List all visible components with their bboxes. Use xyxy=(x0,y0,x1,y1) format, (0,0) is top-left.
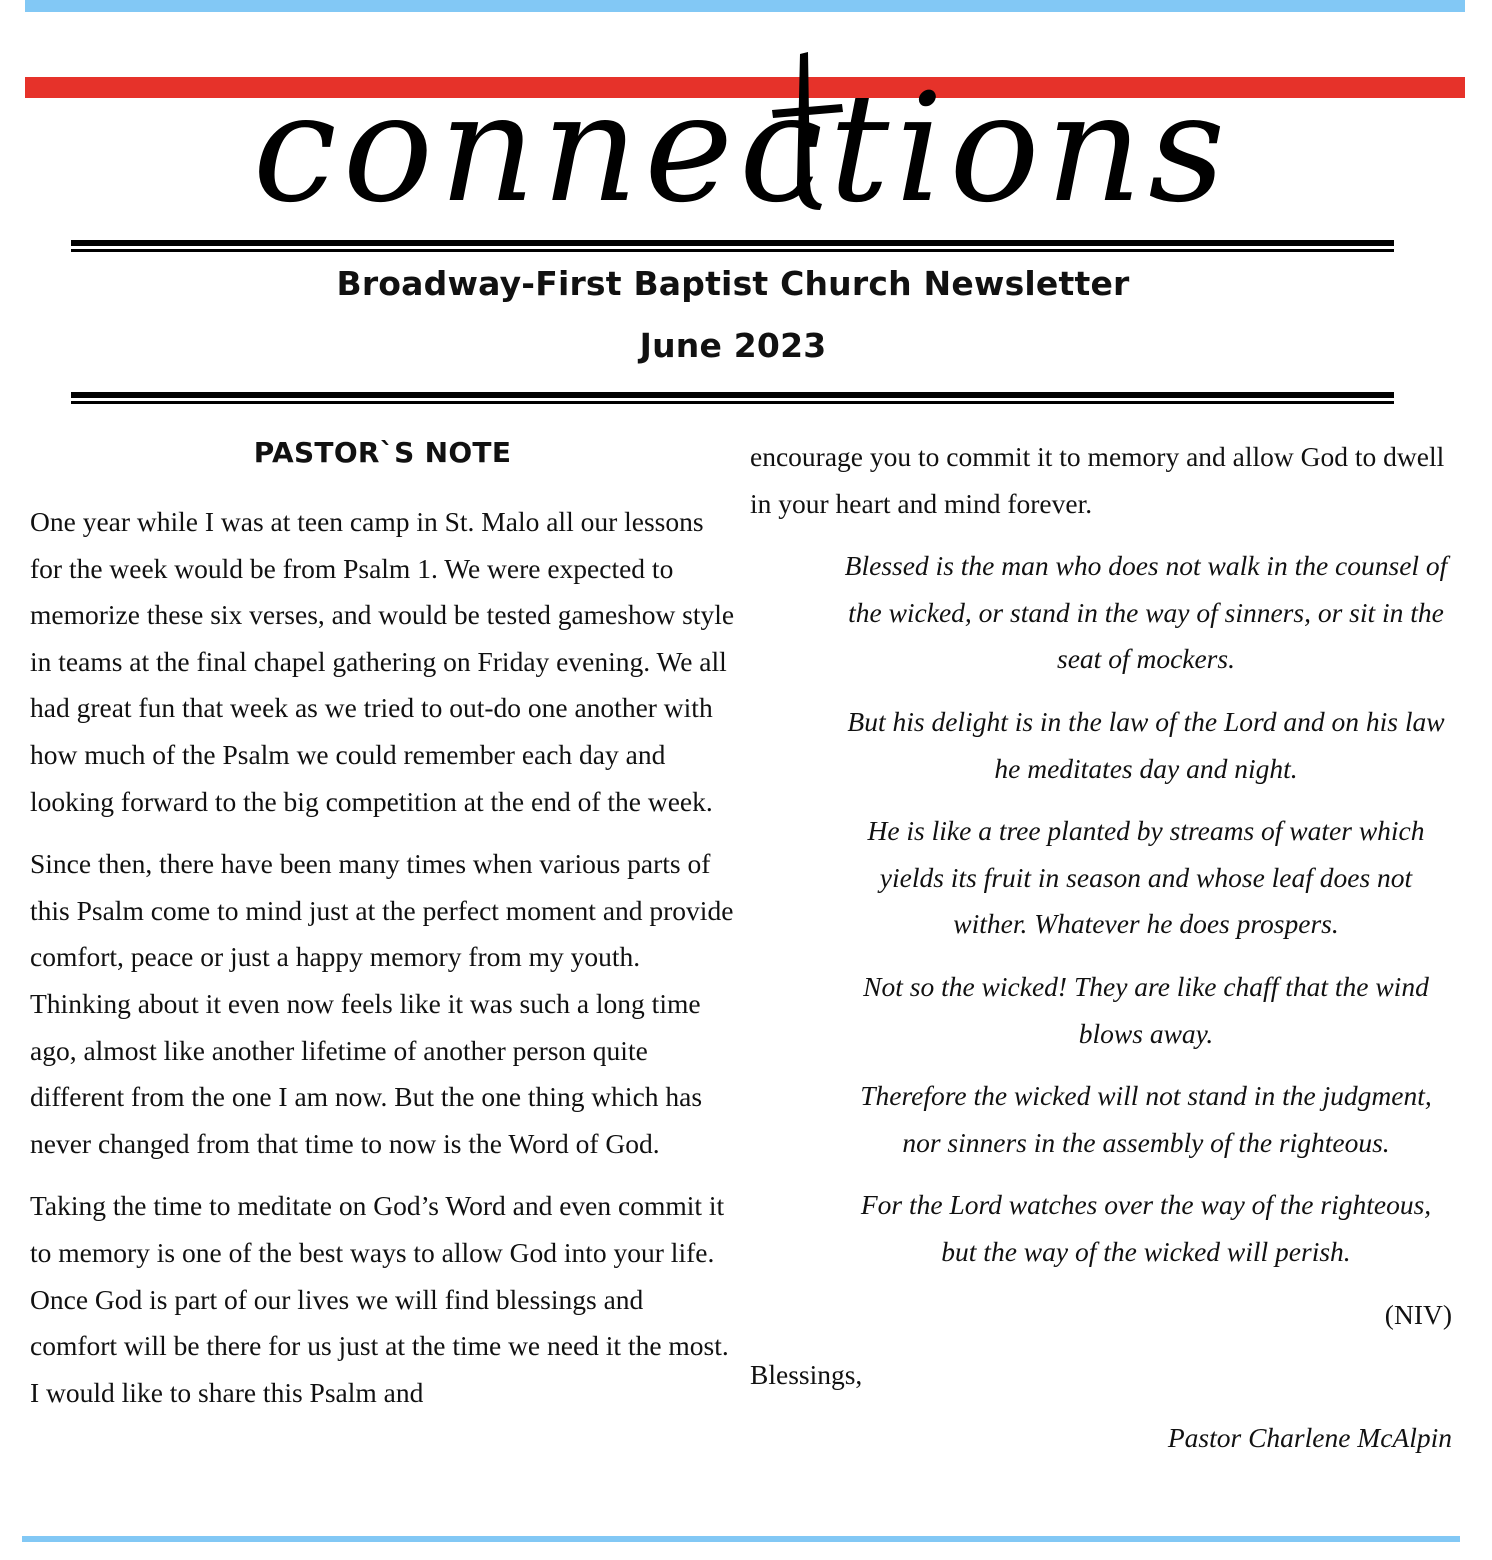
masthead-rule-bottom xyxy=(71,392,1394,405)
psalm-verses xyxy=(750,543,1452,1275)
masthead-title-text: connections xyxy=(252,62,1232,222)
pastor-signature: Pastor Charlene McAlpin xyxy=(1167,1421,1452,1453)
newsletter-date: June 2023 xyxy=(639,326,827,365)
masthead-logo xyxy=(0,52,1492,222)
psalm-verse: But his delight is in the law of the Lord and on his law he meditates day and night. xyxy=(847,705,1445,784)
psalm-verse: Not so the wicked! They are like chaff that the wind blows away. xyxy=(863,970,1429,1049)
newsletter-church-line: Broadway-First Baptist Church Newsletter xyxy=(336,264,1130,303)
article-column-right xyxy=(750,434,1452,1461)
article-column-left xyxy=(30,436,735,1432)
section-heading: PASTOR`S NOTE xyxy=(253,436,512,469)
masthead-rule-top xyxy=(71,240,1394,253)
bible-translation: (NIV) xyxy=(1384,1298,1452,1330)
masthead-logo-graphic xyxy=(0,52,1492,222)
article-paragraph: Since then, there have been many times when various parts of this Psalm come to mind just at the perfect moment and provide comfort, peace or just a happy memory from my youth. Thinking about it even now feels like it was such a long time ago, almost like another lifetime of another person quite different from the one I am now. But the one thing which has never changed from that time to now is the Word of God. xyxy=(30,848,734,1159)
article-paragraph: One year while I was at teen camp in St. Malo all our lessons for the week would be from Psalm 1. We were expected to memorize these six verses, and would be tested gameshow style in teams at the final chapel gathering on Friday evening. We all had great fun that week as we tried to out-do one another with how much of the Psalm we could remember each day and looking forward to the big competition at the end of the week. xyxy=(30,506,735,817)
closing-salutation: Blessings, xyxy=(750,1359,863,1391)
article-continuation: encourage you to commit it to memory and allow God to dwell in your heart and mind forever. xyxy=(750,441,1445,519)
psalm-verse: He is like a tree planted by streams of water which yields its fruit in season and whose leaf does not wither. Whatever he does prospers. xyxy=(867,815,1425,940)
psalm-verse: Therefore the wicked will not stand in the judgment, nor sinners in the assembly of the righteous. xyxy=(860,1080,1432,1158)
psalm-verse: Blessed is the man who does not walk in the counsel of the wicked, or stand in the way of sinners, or sit in the seat of mockers. xyxy=(844,550,1448,675)
top-accent-bar xyxy=(25,0,1465,12)
article-paragraph: Taking the time to meditate on God’s Word and even commit it to memory is one of the best ways to allow God into your life. Once God is part of our lives we will find blessings and comfort will be there for us just at the time we need it the most. I would like to share this Psalm and xyxy=(30,1190,729,1408)
bottom-accent-bar xyxy=(22,1536,1460,1542)
psalm-verse: For the Lord watches over the way of the righteous, but the way of the wicked will perish. xyxy=(860,1189,1432,1267)
